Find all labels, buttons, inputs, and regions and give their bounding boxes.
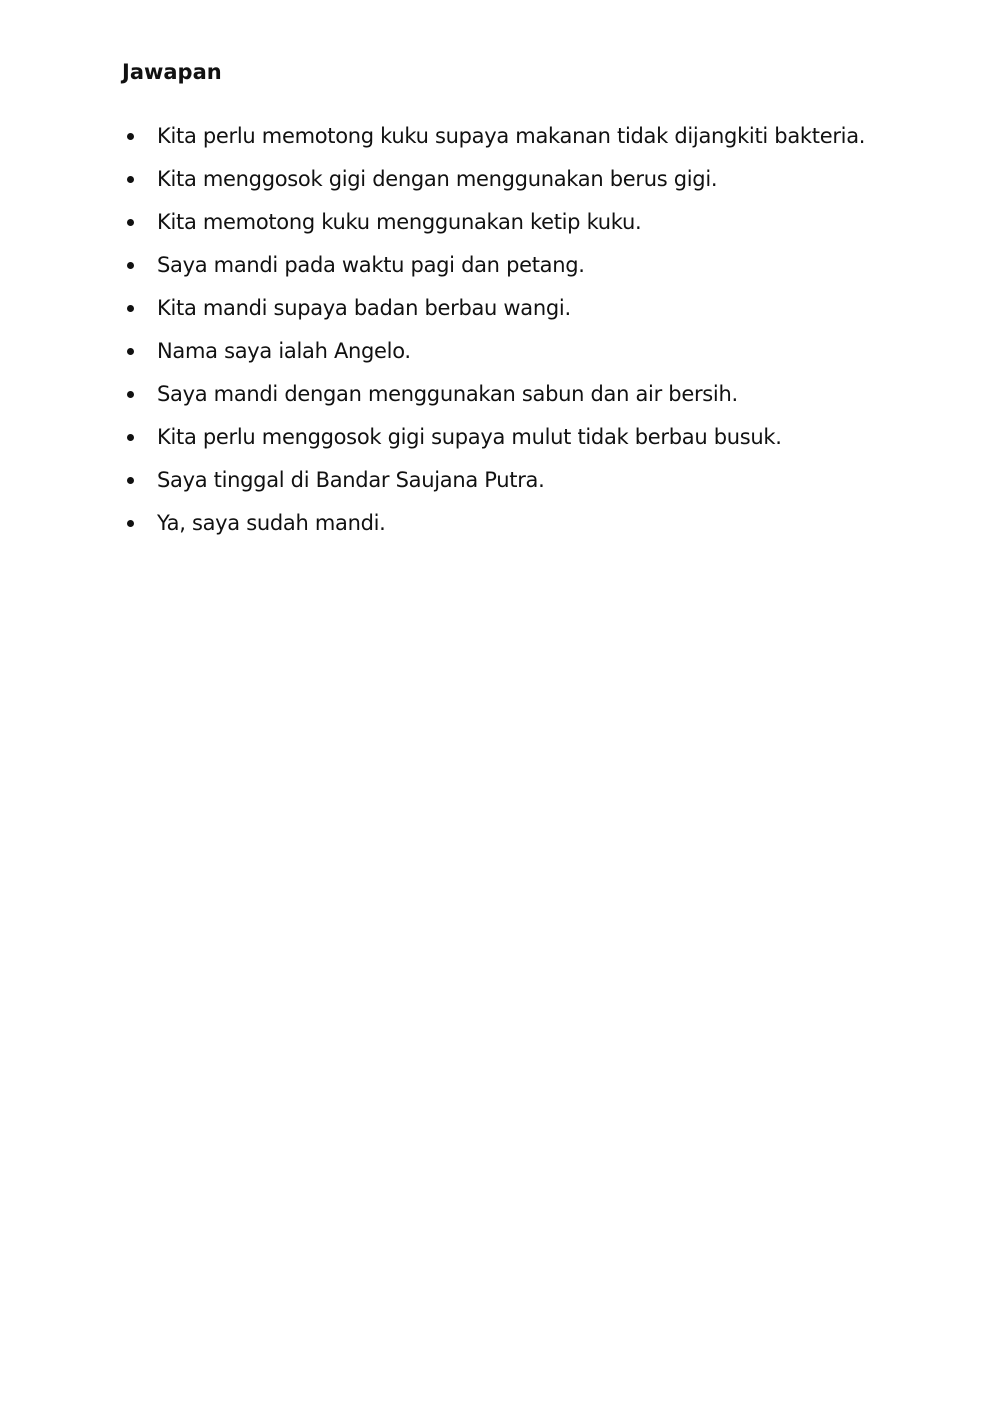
bullet-icon xyxy=(127,520,134,527)
bullet-icon xyxy=(127,477,134,484)
bullet-icon xyxy=(127,391,134,398)
list-item xyxy=(122,459,878,502)
list-item xyxy=(122,287,878,330)
list-item xyxy=(122,373,878,416)
answer-text: Kita menggosok gigi dengan menggunakan berus gigi. xyxy=(157,167,718,191)
page-title: Jawapan xyxy=(122,60,222,84)
answer-text: Saya tinggal di Bandar Saujana Putra. xyxy=(157,468,545,492)
bullet-icon xyxy=(127,176,134,183)
answer-text: Saya mandi dengan menggunakan sabun dan air bersih. xyxy=(157,382,738,406)
answer-text: Kita perlu memotong kuku supaya makanan tidak dijangkiti bakteria. xyxy=(157,124,866,148)
bullet-icon xyxy=(127,348,134,355)
answer-text: Nama saya ialah Angelo. xyxy=(157,339,411,363)
list-item xyxy=(122,201,878,244)
bullet-icon xyxy=(127,133,134,140)
answer-text: Kita memotong kuku menggunakan ketip kuku. xyxy=(157,210,642,234)
list-item xyxy=(122,115,878,158)
answer-text: Ya, saya sudah mandi. xyxy=(157,511,386,535)
list-item xyxy=(122,330,878,373)
list-item xyxy=(122,416,878,459)
answer-text: Saya mandi pada waktu pagi dan petang. xyxy=(157,253,585,277)
answer-list xyxy=(122,115,878,545)
answer-text: Kita perlu menggosok gigi supaya mulut tidak berbau busuk. xyxy=(157,425,782,449)
list-item xyxy=(122,244,878,287)
bullet-icon xyxy=(127,219,134,226)
bullet-icon xyxy=(127,305,134,312)
bullet-icon xyxy=(127,262,134,269)
bullet-icon xyxy=(127,434,134,441)
list-item xyxy=(122,158,878,201)
answer-text: Kita mandi supaya badan berbau wangi. xyxy=(157,296,571,320)
list-item xyxy=(122,502,878,545)
